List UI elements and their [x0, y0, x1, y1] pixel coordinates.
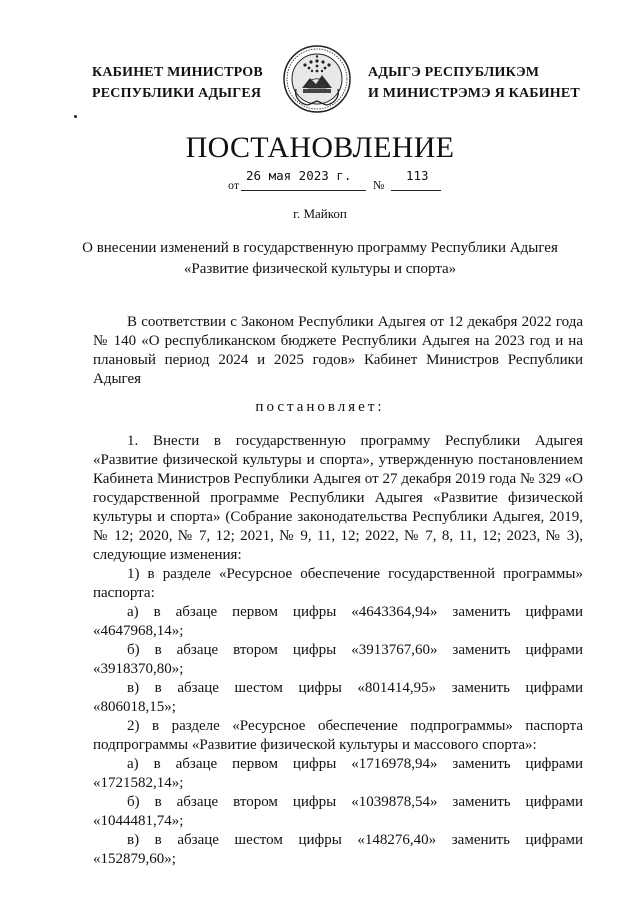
date-prefix: от	[228, 178, 240, 192]
document-title: ПОСТАНОВЛЕНИЕ	[185, 131, 455, 164]
header-right-line1: АДЫГЭ РЕСПУБЛИКЭМ	[368, 65, 540, 80]
scan-speck	[74, 115, 77, 118]
intro-section	[93, 313, 583, 389]
header-left-line1: КАБИНЕТ МИНИСТРОВ	[92, 65, 263, 80]
item-1: 1. Внести в государственную программу Республики Адыгея «Развитие физической культуры и спорта», утвержденную постановлением Кабинета Министров Республики Адыгея от 27 декабря 2019 года № 329 «О государственной программе Республики Адыгея «Развитие физической культуры и спорта» (Собрание законодательства Республики Адыгея, 2019, № 12; 2020, № 7, 12; 2021, № 9, 11, 12; 2022, № 7, 8, 11, 12; 2023, № 3), следующие изменения:	[93, 433, 583, 563]
decree-word: постановляет:	[255, 399, 385, 415]
city: г. Майкоп	[293, 206, 347, 221]
header-left-line2: РЕСПУБЛИКИ АДЫГЕЯ	[92, 86, 262, 101]
item-1-1-a: а) в абзаце первом цифры «4643364,94» заменить цифрами «4647968,14»;	[93, 604, 583, 639]
document-number: 113	[406, 168, 429, 183]
date-underline	[241, 190, 366, 191]
items-section	[93, 432, 583, 869]
subject	[0, 238, 640, 280]
number-underline	[391, 190, 441, 191]
header-right	[368, 62, 580, 104]
subject-line2: «Развитие физической культуры и спорта»	[183, 261, 457, 277]
intro-paragraph: В соответствии с Законом Республики Адыгея от 12 декабря 2022 года № 140 «О республиканском бюджете Республики Адыгея на 2023 год и на плановый период 2024 и 2025 годов» Кабинет Министров Республики Адыгея	[93, 314, 583, 387]
item-1-2: 2) в разделе «Ресурсное обеспечение подпрограммы» паспорта подпрограммы «Развитие физической культуры и массового спорта»:	[93, 718, 583, 753]
item-1-1: 1) в разделе «Ресурсное обеспечение государственной программы» паспорта:	[93, 566, 583, 601]
item-1-2-b: б) в абзаце втором цифры «1039878,54» заменить цифрами «1044481,74»;	[93, 794, 583, 829]
number-prefix: №	[373, 178, 385, 192]
item-1-1-c: в) в абзаце шестом цифры «801414,95» заменить цифрами «806018,15»;	[93, 680, 583, 715]
header-right-line2: И МИНИСТРЭМЭ Я КАБИНЕТ	[368, 86, 580, 101]
document-date: 26 мая 2023 г.	[246, 168, 352, 183]
item-1-1-b: б) в абзаце втором цифры «3913767,60» заменить цифрами «3918370,80»;	[93, 642, 583, 677]
item-1-2-a: а) в абзаце первом цифры «1716978,94» заменить цифрами «1721582,14»;	[93, 756, 583, 791]
dateline	[210, 168, 450, 192]
item-1-2-c: в) в абзаце шестом цифры «148276,40» заменить цифрами «152879,60»;	[93, 832, 583, 867]
header-left	[92, 62, 263, 104]
subject-line1: О внесении изменений в государственную программу Республики Адыгея	[82, 240, 558, 256]
coat-of-arms-emblem-icon	[282, 44, 352, 114]
